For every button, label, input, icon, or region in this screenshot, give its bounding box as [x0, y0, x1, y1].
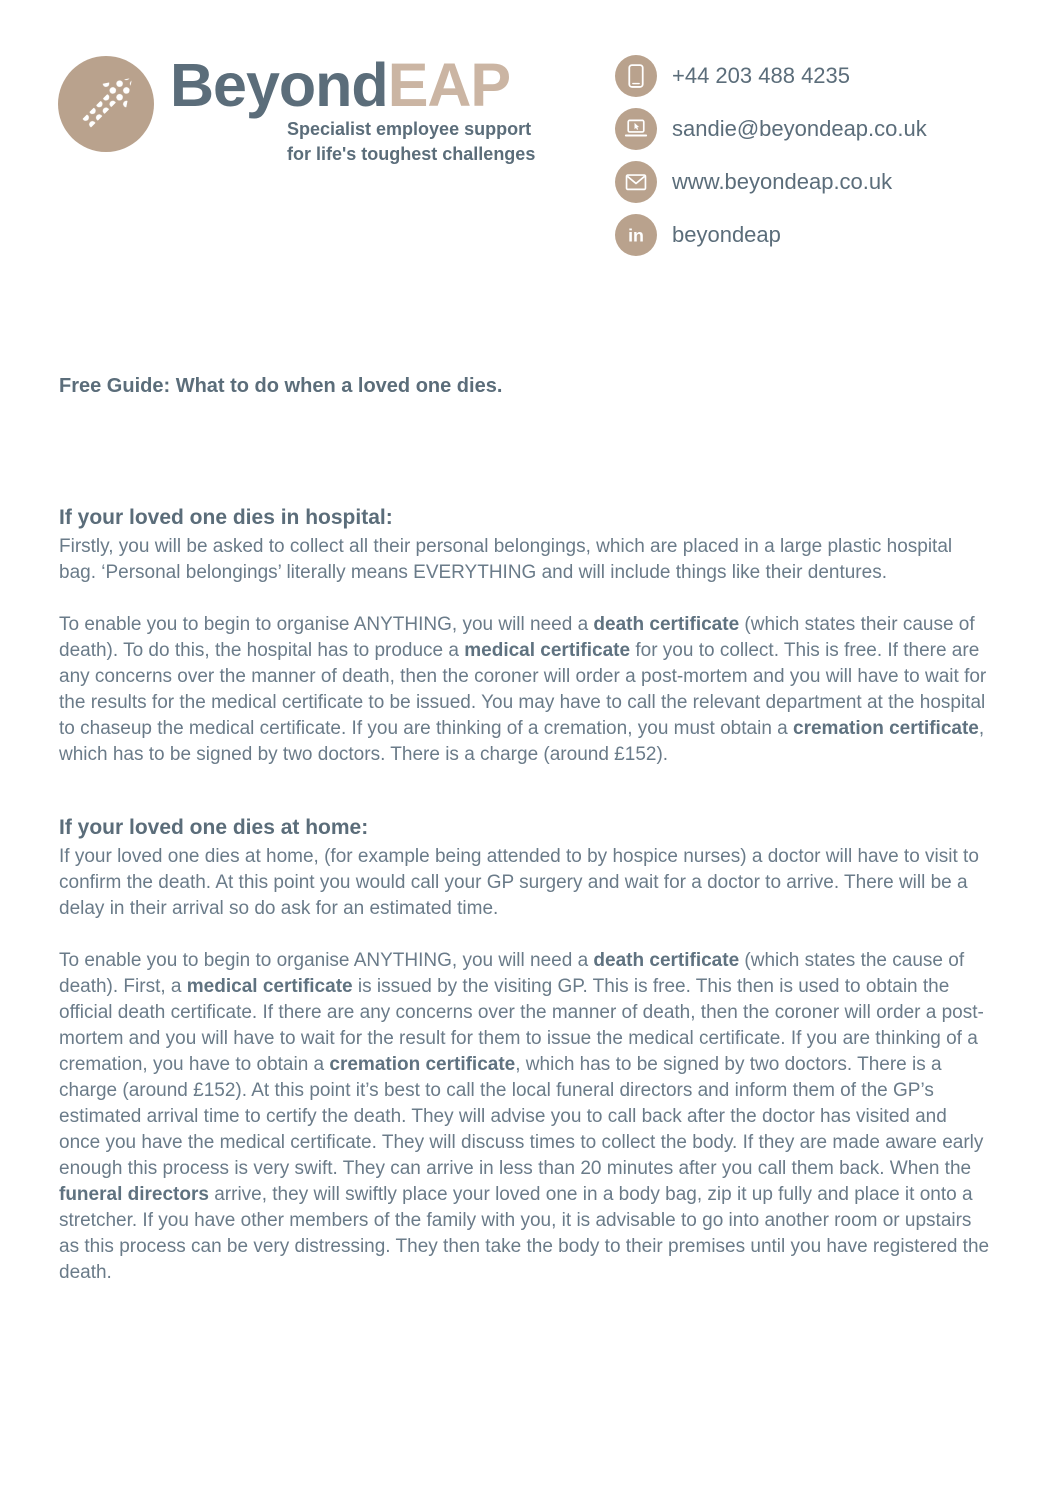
- contact-label: www.beyondeap.co.uk: [672, 169, 893, 194]
- text-run: To enable you to begin to organise ANYTHING, you will need a: [59, 614, 594, 635]
- document-body: [59, 372, 991, 1286]
- text-run: To enable you to begin to organise ANYTHING, you will need a: [59, 950, 594, 971]
- section-heading: If your loved one dies in hospital:: [59, 506, 393, 529]
- svg-text:in: in: [628, 225, 644, 246]
- linkedin-icon: [615, 214, 657, 256]
- brand-tagline-line2: for life's toughest challenges: [287, 144, 536, 164]
- text-run: If your loved one dies at home, (for example being attended to by hospice nurses) a doctor will have to visit to confirm the death. At this point you would call your GP surgery and wait for a doctor to arrive. There will be a delay in their arrival so do ask for an estimated time.: [59, 846, 979, 919]
- document-section: [59, 504, 991, 768]
- contact-item: [615, 161, 927, 203]
- brand-name: [170, 50, 510, 120]
- text-run: arrive, they will swiftly place your loved one in a body bag, zip it up fully and place it onto a stretcher. If you have other members of the family with you, it is advisable to go into another room or upstairs as this process can be very distressing. They then take the body to their premises until you have registered the death.: [59, 1184, 990, 1283]
- paragraph: [59, 612, 991, 768]
- brand-logo-dotted-arrow-icon: [58, 56, 154, 152]
- bold-term: medical certificate: [186, 976, 353, 997]
- text-run: Firstly, you will be asked to collect all their personal belongings, which are placed in a large plastic hospital bag. ‘Personal belongings’ literally means EVERYTHING and will include things like their dentures.: [59, 536, 953, 583]
- phone-icon: [615, 55, 657, 97]
- bold-term: cremation certificate: [793, 718, 979, 739]
- laptop-icon: [615, 108, 657, 150]
- contact-label: sandie@beyondeap.co.uk: [672, 116, 927, 141]
- paragraph: [59, 534, 991, 586]
- contact-label: +44 203 488 4235: [672, 63, 851, 88]
- text-run: is issued by the visiting GP. This is free. This then is used to obtain the official death certificate. If there are any concerns over the manner of death, then the coroner will order a post-mortem and you will have to wait for the result for them to issue the medical certificate. If you are thinking of a cremation, you have to obtain a: [59, 976, 984, 1075]
- bold-term: cremation certificate: [329, 1054, 516, 1075]
- contact-item: [615, 108, 927, 150]
- text-run: , which has to be signed by two doctors. There is a charge (around £152).: [59, 718, 985, 765]
- envelope-icon: [615, 161, 657, 203]
- brand-tagline-line1: Specialist employee support: [287, 119, 532, 139]
- text-run: (which states their cause of death). To do this, the hospital has to produce a: [59, 614, 975, 661]
- brand-tagline: [287, 117, 535, 167]
- contact-label: beyondeap: [672, 222, 781, 247]
- contact-item: [615, 214, 927, 256]
- brand-name-accent: EAP: [387, 51, 511, 119]
- text-run: (which states the cause of death). First, a: [59, 950, 965, 997]
- document-section: [59, 814, 991, 1286]
- document-title: Free Guide: What to do when a loved one dies.: [59, 375, 503, 397]
- contact-item: [615, 55, 927, 97]
- contact-list: [615, 55, 927, 256]
- bold-term: death certificate: [593, 614, 740, 635]
- brand-name-primary: Beyond: [170, 51, 388, 119]
- paragraph: [59, 844, 991, 922]
- text-run: for you to collect. This is free. If there are any concerns over the manner of death, then the coroner will order a post-mortem and you will have to wait for the results for the medical certificate to be issued. You may have to call the relevant department at the hospital to chaseup the medical certificate. If you are thinking of a cremation, you must obtain a: [59, 640, 987, 739]
- document-sections: [59, 504, 991, 1286]
- paragraph: [59, 948, 991, 1286]
- bold-term: death certificate: [593, 950, 740, 971]
- bold-term: funeral directors: [59, 1184, 209, 1205]
- text-run: , which has to be signed by two doctors. There is a charge (around £152). At this point it’s best to call the local funeral directors and inform them of the GP’s estimated arrival time to certify the death. They will advise you to call back after the doctor has visited and once you have the medical certificate. They will discuss times to collect the body. If they are made aware early enough this process is very swift. They can arrive in less than 20 minutes after you call them back. When the: [59, 1054, 984, 1179]
- section-heading: If your loved one dies at home:: [59, 816, 369, 839]
- bold-term: medical certificate: [464, 640, 631, 661]
